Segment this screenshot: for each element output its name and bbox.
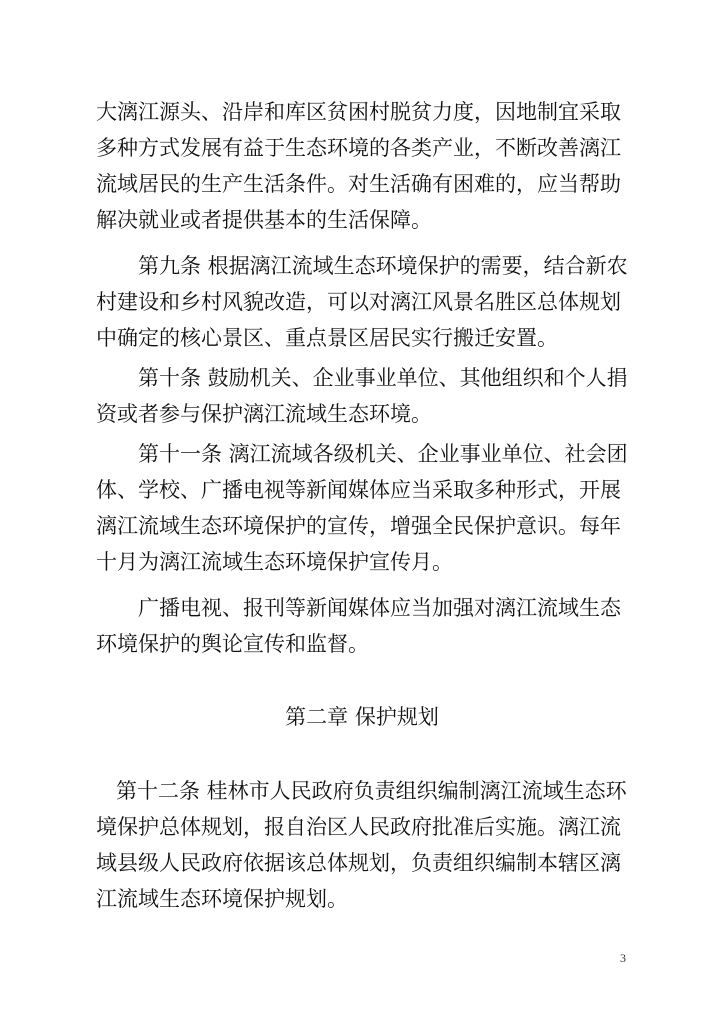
article-10: 第十条 鼓励机关、企业事业单位、其他组织和个人捐资或者参与保护漓江流域生态环境。	[96, 366, 628, 426]
page-number: 3	[620, 951, 626, 965]
article-11-continued: 广播电视、报刊等新闻媒体应当加强对漓江流域生态环境保护的舆论宣传和监督。	[96, 596, 621, 656]
article-11: 第十一条 漓江流域各级机关、企业事业单位、社会团体、学校、广播电视等新闻媒体应当采取多种形式，开展漓江流域生态环境保护的宣传，增强全民保护意识。每年十月为漓江流域生态环境保护宣传月。	[96, 442, 628, 574]
chapter-title: 第二章 保护规划	[285, 705, 439, 729]
paragraph-continuation: 大漓江源头、沿岸和库区贫困村脱贫力度，因地制宜采取多种方式发展有益于生态环境的各类产业，不断改善漓江流域居民的生产生活条件。对生活确有困难的，应当帮助解决就业或者提供基本的生活保障。	[96, 100, 621, 232]
article-12: 第十二条 桂林市人民政府负责组织编制漓江流域生态环境保护总体规划，报自治区人民政府批准后实施。漓江流域县级人民政府依据该总体规划，负责组织编制本辖区漓江流域生态环境保护规划。	[96, 779, 627, 911]
article-9: 第九条 根据漓江流域生态环境保护的需要，结合新农村建设和乡村风貌改造，可以对漓江风景名胜区总体规划中确定的核心景区、重点景区居民实行搬迁安置。	[96, 254, 628, 350]
